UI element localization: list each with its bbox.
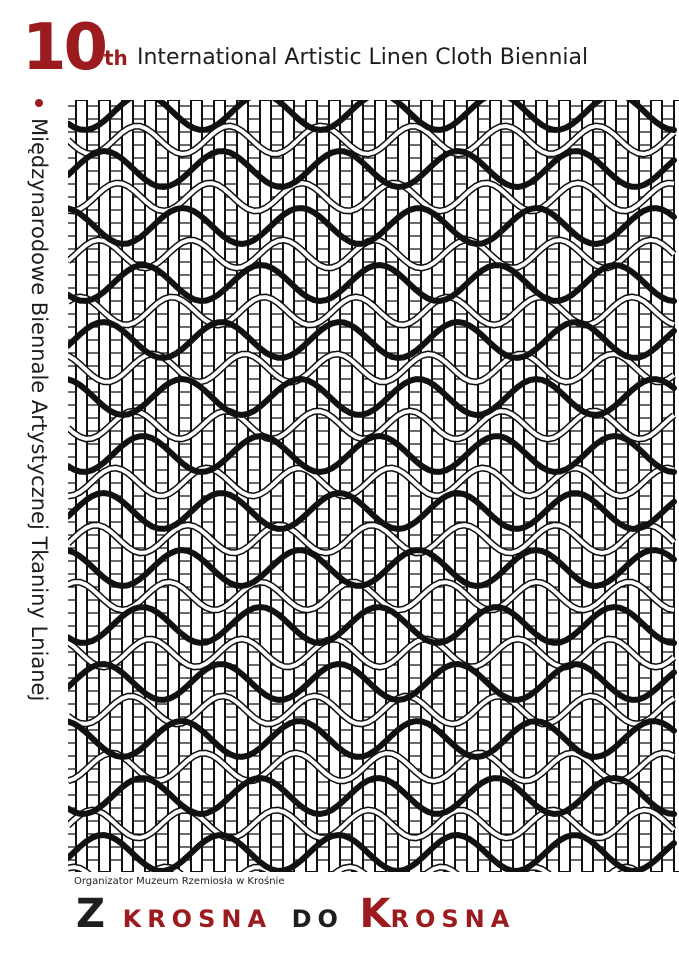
title-polish: Międzynarodowe Biennale Artystycznej Tkaniny Lnianej bbox=[27, 118, 51, 702]
slogan-krosna: KROSNA bbox=[122, 905, 273, 933]
title-english: International Artistic Linen Cloth Biennial bbox=[137, 45, 589, 70]
slogan-k: K bbox=[359, 891, 391, 937]
edition-ordinal: th bbox=[104, 46, 128, 70]
slogan bbox=[76, 888, 515, 948]
slogan-z: Z bbox=[76, 891, 106, 937]
slogan-rosna: ROSNA bbox=[390, 905, 516, 933]
woven-pattern bbox=[68, 100, 679, 872]
edition-number: 10 bbox=[22, 11, 106, 85]
organizer-text: Organizator Muzeum Rzemiosła w Krośnie bbox=[74, 876, 285, 887]
slogan-do: DO bbox=[291, 905, 344, 933]
accent-dot bbox=[35, 99, 43, 107]
